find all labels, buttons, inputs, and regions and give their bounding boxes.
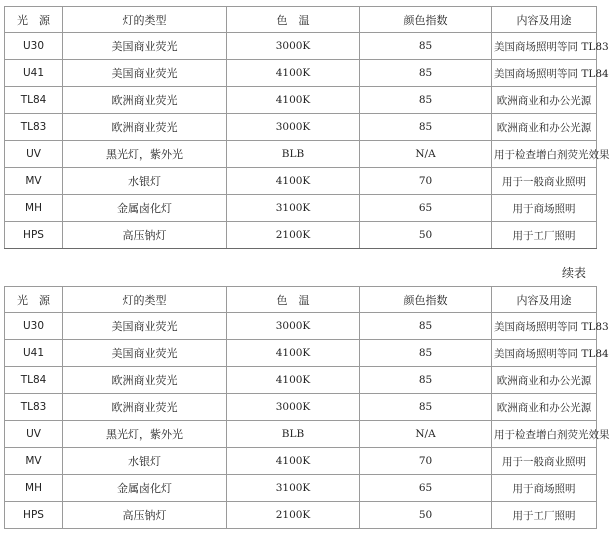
cell-usage: 用于检查增白剂荧光效果 xyxy=(492,141,597,168)
cell-lamp-type: 水银灯 xyxy=(63,448,227,475)
cell-usage: 用于商场照明 xyxy=(492,475,597,502)
header-lamp-type: 灯的类型 xyxy=(63,287,227,313)
cell-source: U30 xyxy=(5,313,63,340)
table-row xyxy=(5,340,597,367)
header-usage: 内容及用途 xyxy=(492,287,597,313)
header-color-temp: 色 温 xyxy=(227,7,360,33)
cell-source: U41 xyxy=(5,60,63,87)
cell-color-temp: 3100K xyxy=(227,195,360,222)
cell-color-temp: 4100K xyxy=(227,60,360,87)
table-row xyxy=(5,114,597,141)
table-row xyxy=(5,141,597,168)
cell-lamp-type: 欧洲商业荧光 xyxy=(63,367,227,394)
cell-source: U41 xyxy=(5,340,63,367)
header-source: 光 源 xyxy=(5,7,63,33)
cell-color-temp: 3100K xyxy=(227,475,360,502)
table-row xyxy=(5,60,597,87)
cell-cri: 50 xyxy=(360,222,492,249)
cell-lamp-type: 黑光灯，紫外光 xyxy=(63,421,227,448)
cell-color-temp: 3000K xyxy=(227,114,360,141)
header-lamp-type: 灯的类型 xyxy=(63,7,227,33)
cell-usage: 用于检查增白剂荧光效果 xyxy=(492,421,597,448)
cell-usage: 用于工厂照明 xyxy=(492,222,597,249)
cell-usage: 用于一般商业照明 xyxy=(492,448,597,475)
cell-color-temp: 3000K xyxy=(227,313,360,340)
table-row xyxy=(5,168,597,195)
cell-usage: 美国商场照明等同 TL83 xyxy=(492,313,597,340)
cell-cri: 70 xyxy=(360,168,492,195)
cell-source: TL83 xyxy=(5,114,63,141)
cell-cri: 65 xyxy=(360,475,492,502)
cell-lamp-type: 美国商业荧光 xyxy=(63,33,227,60)
cell-cri: 85 xyxy=(360,394,492,421)
cell-cri: N/A xyxy=(360,421,492,448)
table-row xyxy=(5,502,597,529)
cell-color-temp: 4100K xyxy=(227,367,360,394)
header-color-temp: 色 温 xyxy=(227,287,360,313)
continued-label: 续表 xyxy=(561,266,586,280)
cell-cri: 85 xyxy=(360,33,492,60)
cell-usage: 用于一般商业照明 xyxy=(492,168,597,195)
cell-cri: 70 xyxy=(360,448,492,475)
cell-source: HPS xyxy=(5,502,63,529)
header-cri: 颜色指数 xyxy=(360,287,492,313)
table-row xyxy=(5,87,597,114)
cell-color-temp: 2100K xyxy=(227,502,360,529)
cell-color-temp: BLB xyxy=(227,421,360,448)
cell-cri: 85 xyxy=(360,60,492,87)
cell-cri: 85 xyxy=(360,313,492,340)
cell-usage: 欧洲商业和办公光源 xyxy=(492,87,597,114)
table-row xyxy=(5,475,597,502)
table-row xyxy=(5,421,597,448)
cell-cri: 50 xyxy=(360,502,492,529)
table-row xyxy=(5,367,597,394)
cell-color-temp: 3000K xyxy=(227,33,360,60)
cell-source: UV xyxy=(5,141,63,168)
cell-lamp-type: 金属卤化灯 xyxy=(63,475,227,502)
cell-lamp-type: 美国商业荧光 xyxy=(63,60,227,87)
cell-source: TL84 xyxy=(5,367,63,394)
table-row xyxy=(5,448,597,475)
cell-source: HPS xyxy=(5,222,63,249)
cell-usage: 用于工厂照明 xyxy=(492,502,597,529)
table-header-row xyxy=(5,287,597,313)
cell-cri: 85 xyxy=(360,367,492,394)
cell-source: TL84 xyxy=(5,87,63,114)
cell-usage: 美国商场照明等同 TL84 xyxy=(492,60,597,87)
cell-color-temp: 2100K xyxy=(227,222,360,249)
cell-source: MH xyxy=(5,475,63,502)
light-source-table-continued xyxy=(4,286,610,529)
table-row xyxy=(5,33,597,60)
cell-cri: 65 xyxy=(360,195,492,222)
cell-color-temp: 4100K xyxy=(227,448,360,475)
cell-color-temp: 3000K xyxy=(227,394,360,421)
cell-lamp-type: 高压钠灯 xyxy=(63,502,227,529)
table-row xyxy=(5,394,597,421)
table-header-row xyxy=(5,7,597,33)
cell-lamp-type: 欧洲商业荧光 xyxy=(63,114,227,141)
cell-usage: 美国商场照明等同 TL84 xyxy=(492,340,597,367)
cell-usage: 用于商场照明 xyxy=(492,195,597,222)
cell-usage: 欧洲商业和办公光源 xyxy=(492,114,597,141)
cell-lamp-type: 欧洲商业荧光 xyxy=(63,394,227,421)
header-source: 光 源 xyxy=(5,287,63,313)
cell-source: MV xyxy=(5,168,63,195)
cell-cri: N/A xyxy=(360,141,492,168)
cell-source: TL83 xyxy=(5,394,63,421)
cell-cri: 85 xyxy=(360,87,492,114)
cell-lamp-type: 欧洲商业荧光 xyxy=(63,87,227,114)
cell-source: UV xyxy=(5,421,63,448)
cell-source: MH xyxy=(5,195,63,222)
header-usage: 内容及用途 xyxy=(492,7,597,33)
cell-color-temp: 4100K xyxy=(227,340,360,367)
cell-lamp-type: 水银灯 xyxy=(63,168,227,195)
cell-usage: 欧洲商业和办公光源 xyxy=(492,367,597,394)
table-row xyxy=(5,313,597,340)
light-source-table xyxy=(4,6,610,249)
cell-cri: 85 xyxy=(360,114,492,141)
cell-lamp-type: 高压钠灯 xyxy=(63,222,227,249)
cell-lamp-type: 美国商业荧光 xyxy=(63,340,227,367)
cell-lamp-type: 金属卤化灯 xyxy=(63,195,227,222)
cell-color-temp: 4100K xyxy=(227,168,360,195)
cell-usage: 美国商场照明等同 TL83 xyxy=(492,33,597,60)
cell-color-temp: BLB xyxy=(227,141,360,168)
cell-color-temp: 4100K xyxy=(227,87,360,114)
cell-source: U30 xyxy=(5,33,63,60)
table-row xyxy=(5,195,597,222)
cell-lamp-type: 美国商业荧光 xyxy=(63,313,227,340)
table-row xyxy=(5,222,597,249)
header-cri: 颜色指数 xyxy=(360,7,492,33)
cell-lamp-type: 黑光灯，紫外光 xyxy=(63,141,227,168)
cell-source: MV xyxy=(5,448,63,475)
cell-usage: 欧洲商业和办公光源 xyxy=(492,394,597,421)
cell-cri: 85 xyxy=(360,340,492,367)
